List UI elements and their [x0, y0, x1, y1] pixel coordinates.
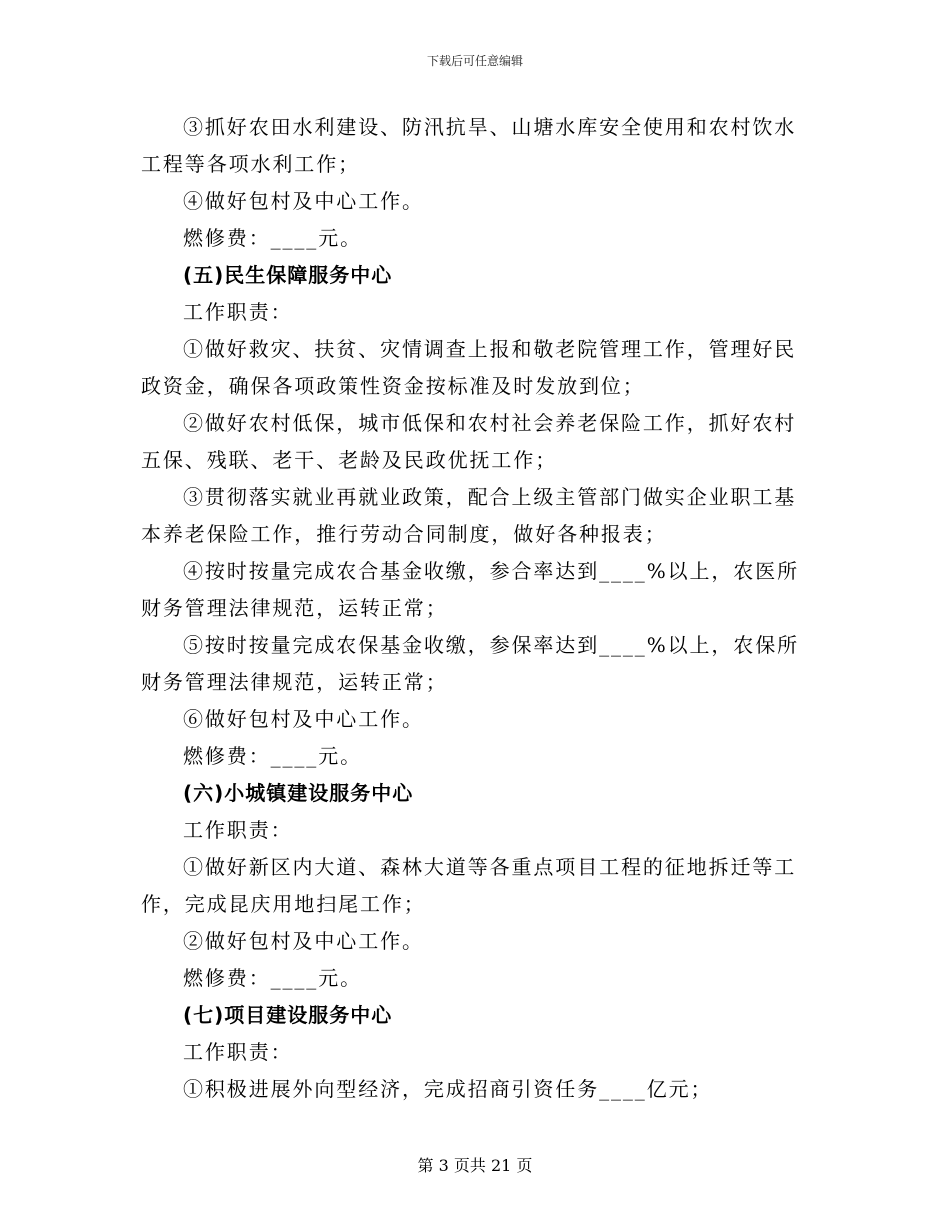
page-header: 下载后可任意编辑 — [426, 54, 523, 68]
paragraph: ①积极进展外向型经济，完成招商引资任务____亿元； — [183, 1077, 713, 1101]
paragraph: ⑤按时按量完成农保基金收缴，参保率达到____%以上，农保所财务管理法律规范，运转正常； — [141, 633, 800, 694]
section-heading: (七)项目建设服务中心 — [183, 1003, 393, 1027]
paragraph: ②做好农村低保，城市低保和农村社会养老保险工作，抓好农村五保、残联、老干、老龄及民政优抚工作； — [141, 411, 797, 472]
page-footer: 第 3 页共 21 页 — [417, 1156, 533, 1175]
section-heading: (六)小城镇建设服务中心 — [183, 781, 414, 805]
paragraph: 工作职责： — [183, 1040, 293, 1064]
paragraph: 工作职责： — [183, 300, 293, 324]
paragraph: ①做好救灾、扶贫、灾情调查上报和敬老院管理工作，管理好民政资金，确保各项政策性资金按标准及时发放到位； — [141, 337, 797, 398]
paragraph: ④按时按量完成农合基金收缴，参合率达到____%以上，农医所财务管理法律规范，运转正常； — [141, 559, 800, 620]
document-body — [141, 109, 811, 1108]
paragraph: ④做好包村及中心工作。 — [183, 189, 424, 213]
paragraph: ③抓好农田水利建设、防汛抗旱、山塘水库安全使用和农村饮水工程等各项水利工作； — [141, 115, 797, 176]
paragraph: 燃修费：____元。 — [183, 226, 362, 250]
paragraph: 工作职责： — [183, 818, 293, 842]
paragraph: ③贯彻落实就业再就业政策，配合上级主管部门做实企业职工基本养老保险工作，推行劳动合同制度，做好各种报表； — [141, 485, 797, 546]
section-heading: (五)民生保障服务中心 — [183, 263, 393, 287]
paragraph: 燃修费：____元。 — [183, 744, 362, 768]
paragraph: ⑥做好包村及中心工作。 — [183, 707, 424, 731]
paragraph: ②做好包村及中心工作。 — [183, 929, 424, 953]
paragraph: ①做好新区内大道、森林大道等各重点项目工程的征地拆迁等工作，完成昆庆用地扫尾工作； — [141, 855, 797, 916]
paragraph: 燃修费：____元。 — [183, 966, 362, 990]
